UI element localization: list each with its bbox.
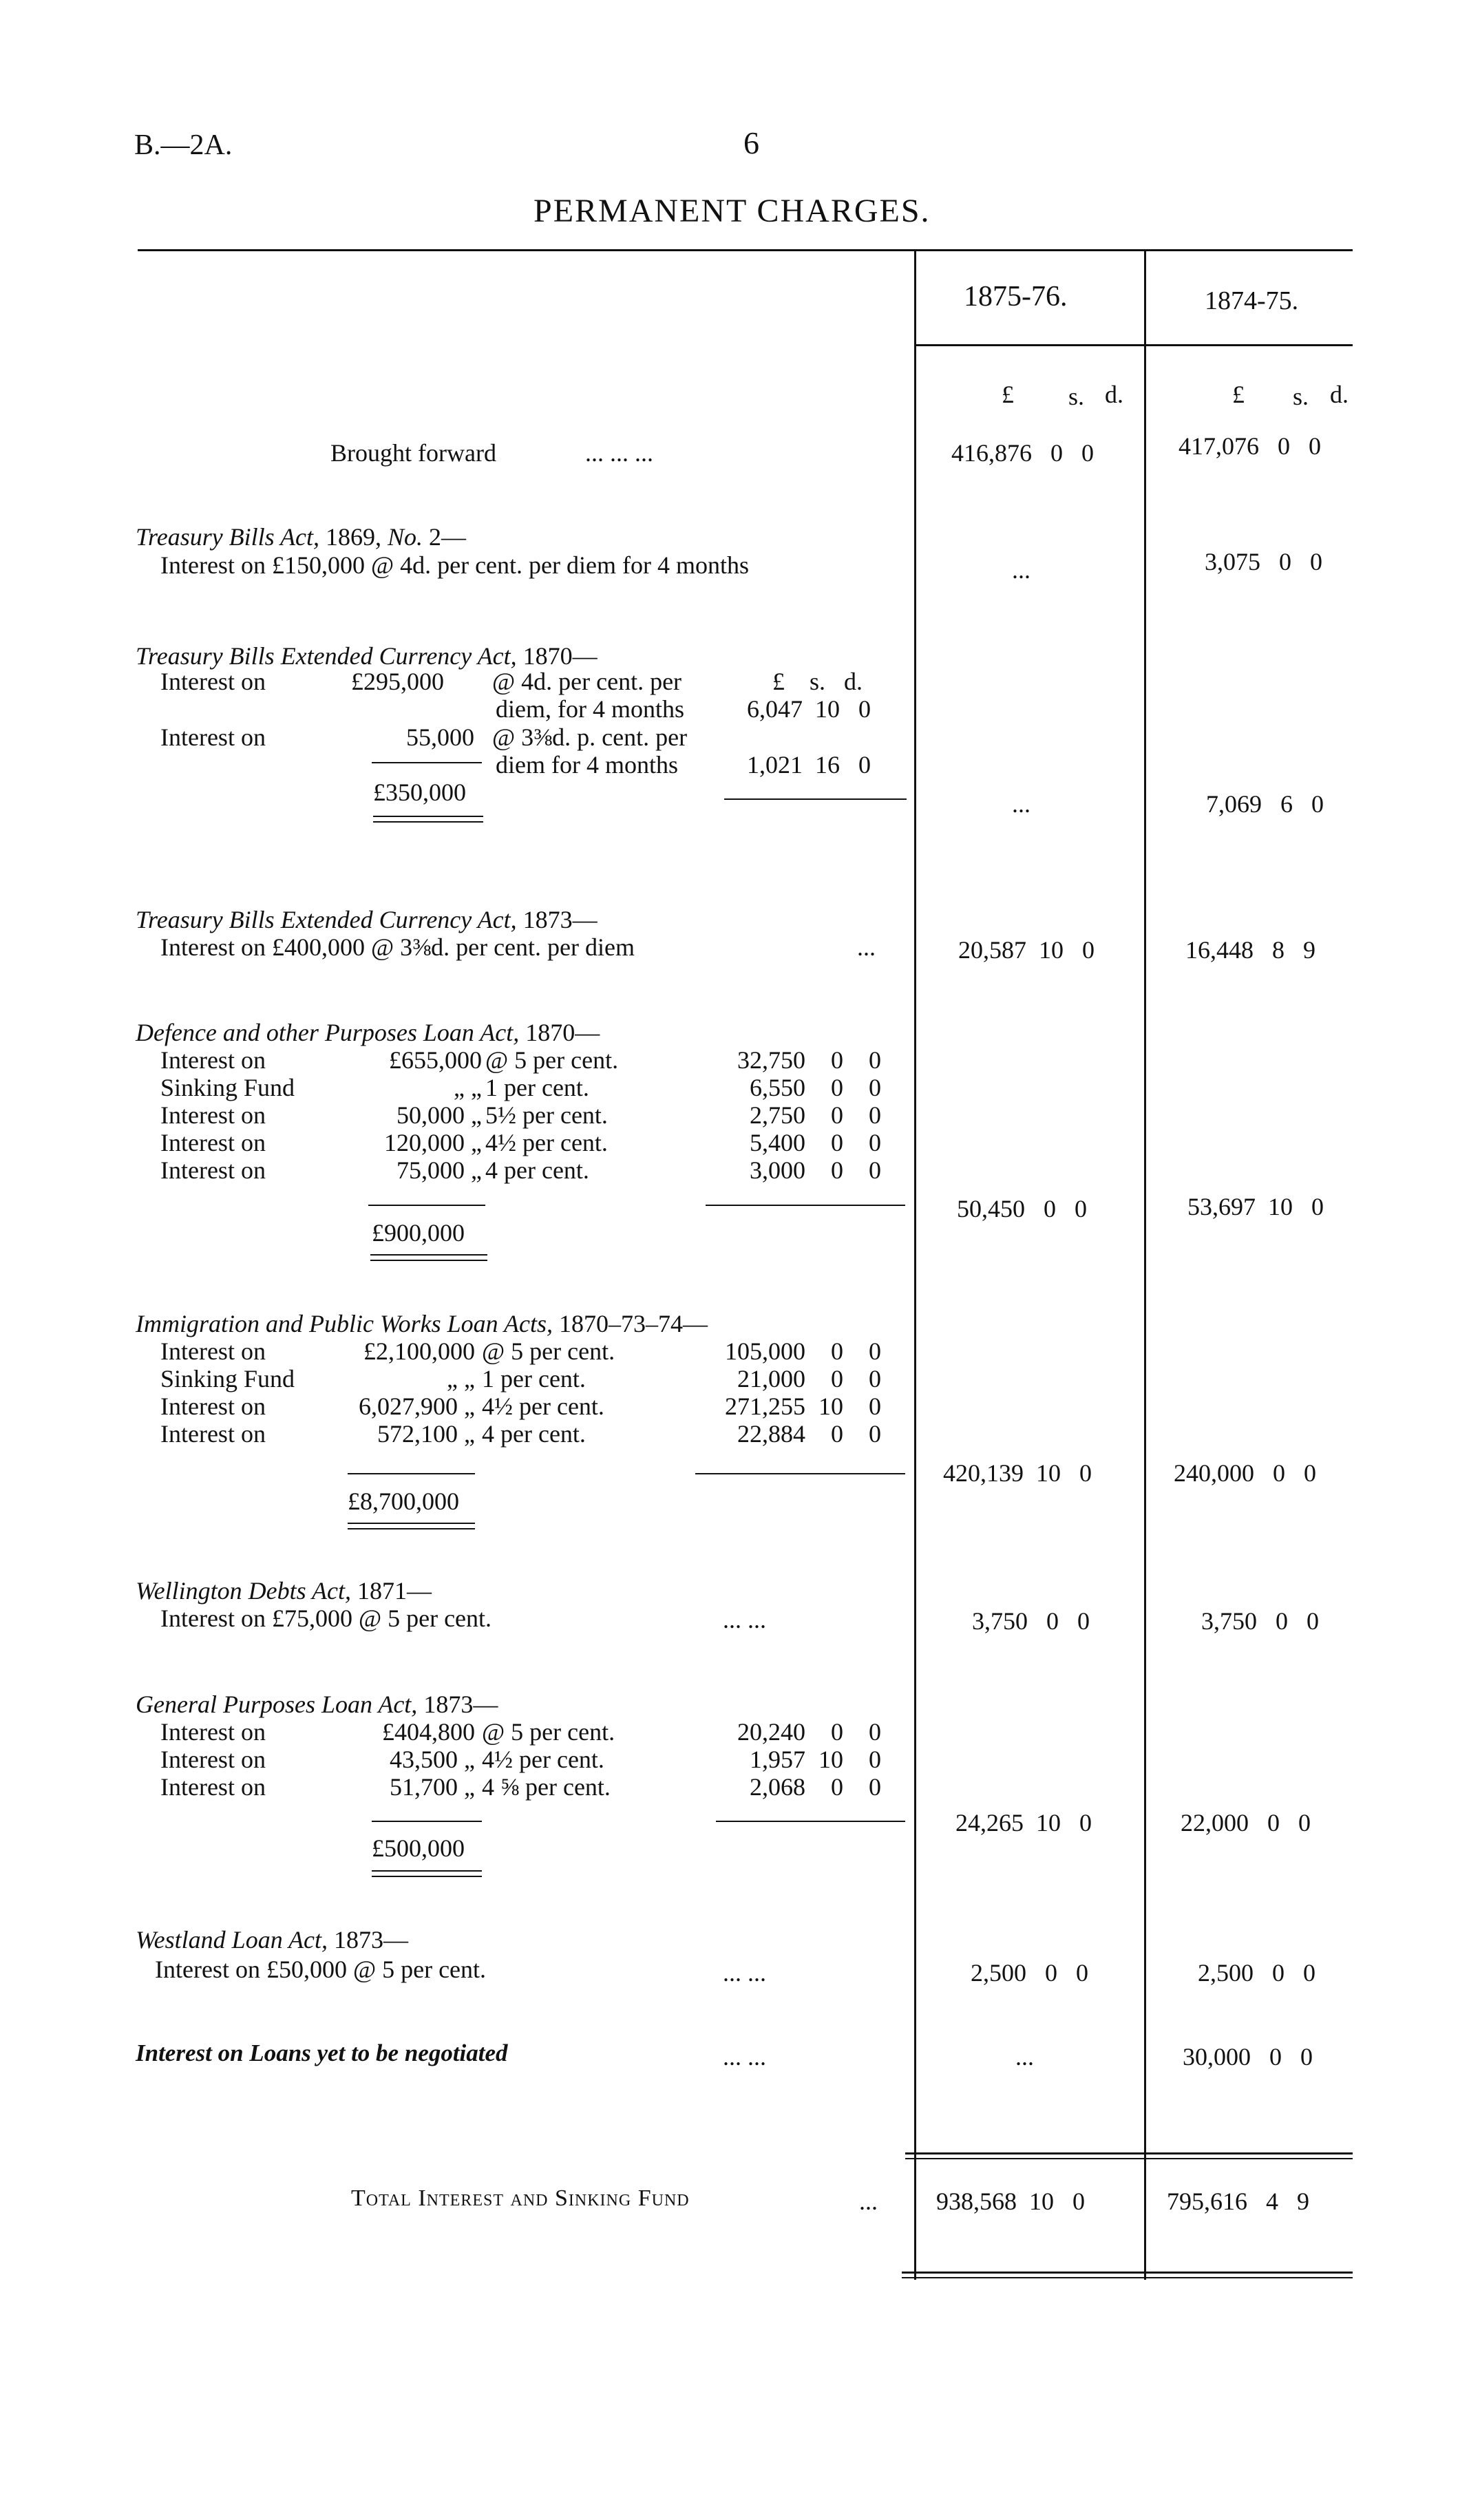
row-value-pounds: 5,400: [750, 1129, 805, 1156]
row-rate: 1 per cent.: [485, 1074, 589, 1101]
row-value-pounds: 32,750: [737, 1046, 805, 1074]
total-rule-top: [905, 2152, 1353, 2154]
leader-dots: ... ... ...: [585, 439, 653, 467]
treasury-1870-row2-rate: @ 3⅜d. p. cent. per: [492, 723, 688, 751]
shilling-header-1: s.: [1068, 383, 1085, 410]
top-rule: [138, 249, 1353, 251]
brought-forward-1874: 417,076 0 0: [1178, 432, 1321, 460]
general-purposes-total-amount: £500,000: [372, 1834, 465, 1862]
treasury-1870-row2-amount: 55,000: [406, 723, 474, 751]
row-value-shillings: 0: [831, 1420, 843, 1448]
row-rate: 4 ⅝ per cent.: [482, 1773, 611, 1801]
row-rate: 4 per cent.: [485, 1156, 589, 1184]
westland-interest-line: Interest on £50,000 @ 5 per cent.: [155, 1956, 487, 1983]
treasury-1870-row1-rate-cont: diem, for 4 months: [496, 695, 684, 723]
value-sum-rule: [695, 1473, 905, 1474]
document-reference: B.—2A.: [134, 129, 233, 161]
double-rule-bottom: [348, 1528, 475, 1529]
amount-sum-rule: [372, 762, 482, 763]
row-value-pence: 0: [869, 1773, 881, 1801]
column-divider-2: [1144, 249, 1146, 2280]
loans-negotiated-1874-value: 30,000 0 0: [1183, 2043, 1313, 2071]
value-sum-rule: [716, 1821, 905, 1822]
row-value-shillings: 10: [818, 1746, 843, 1773]
row-rate: 5½ per cent.: [485, 1101, 608, 1129]
total-label: Total Interest and Sinking Fund: [351, 2185, 690, 2211]
row-value-pence: 0: [869, 1101, 881, 1129]
wellington-1874-value: 3,750 0 0: [1201, 1607, 1319, 1635]
brought-forward-1875: 416,876 0 0: [951, 439, 1094, 467]
wellington-interest-line: Interest on £75,000 @ 5 per cent.: [160, 1605, 492, 1632]
row-rate: @ 5 per cent.: [482, 1337, 615, 1365]
section-title-general-purposes-loan: General Purposes Loan Act, 1873—: [136, 1691, 498, 1718]
double-rule-bottom: [370, 1260, 487, 1261]
brought-forward-label: Brought forward: [330, 439, 496, 467]
row-value-shillings: 0: [831, 1101, 843, 1129]
total-1875-value: 938,568 10 0: [936, 2188, 1085, 2215]
leader-dots: ...: [859, 2188, 878, 2215]
leader-dots: ... ...: [723, 1959, 766, 1987]
row-value-pence: 0: [869, 1046, 881, 1074]
treasury-1870-row2-label: Interest on: [160, 723, 266, 751]
treasury-1870-row1-label: Interest on: [160, 668, 266, 695]
row-value-pence: 0: [869, 1337, 881, 1365]
column-header-1875-76: 1875-76.: [964, 281, 1068, 313]
pound-header-1: £: [1002, 381, 1014, 408]
page-title: PERMANENT CHARGES.: [533, 193, 931, 229]
row-value-pounds: 3,000: [750, 1156, 805, 1184]
row-label: Sinking Fund: [160, 1074, 295, 1101]
row-amount: 50,000 „: [397, 1101, 482, 1129]
treasury-1870-row2-value: 1,021 16 0: [747, 751, 871, 779]
subtotal-header: £ s. d.: [772, 668, 863, 695]
immigration-loan-1874-value: 240,000 0 0: [1174, 1459, 1316, 1487]
row-amount: £404,800: [382, 1718, 475, 1746]
column-header-rule: [914, 344, 1353, 346]
treasury-1873-1874-value: 16,448 8 9: [1185, 936, 1315, 964]
section-title-immigration-loan: Immigration and Public Works Loan Acts, 1870–73–74—: [136, 1310, 708, 1337]
treasury-1870-row1-rate: @ 4d. per cent. per: [492, 668, 682, 695]
column-divider-1: [914, 249, 916, 2280]
row-value-shillings: 0: [831, 1074, 843, 1101]
westland-1875-value: 2,500 0 0: [971, 1959, 1088, 1987]
amount-sum-rule: [372, 1821, 482, 1822]
row-value-shillings: 0: [831, 1773, 843, 1801]
row-value-shillings: 0: [831, 1156, 843, 1184]
treasury-1869-1875-value: ...: [1012, 556, 1030, 584]
double-rule-top: [372, 1870, 482, 1872]
row-label: Sinking Fund: [160, 1365, 295, 1393]
pence-header-1: d.: [1105, 381, 1123, 408]
row-label: Interest on: [160, 1156, 266, 1184]
row-value-pence: 0: [869, 1420, 881, 1448]
value-sum-rule: [706, 1205, 905, 1206]
row-rate: 4½ per cent.: [485, 1129, 608, 1156]
treasury-1870-total-amount: £350,000: [373, 779, 466, 806]
row-rate: @ 5 per cent.: [485, 1046, 619, 1074]
defence-loan-1875-value: 50,450 0 0: [957, 1195, 1087, 1222]
row-label: Interest on: [160, 1393, 266, 1420]
row-label: Interest on: [160, 1773, 266, 1801]
row-label: Interest on: [160, 1718, 266, 1746]
row-amount: „ „: [454, 1074, 482, 1101]
row-amount: 51,700 „: [390, 1773, 475, 1801]
section-title-defence-loan-1870: Defence and other Purposes Loan Act, 1870—: [136, 1019, 600, 1046]
treasury-1873-1875-value: 20,587 10 0: [958, 936, 1095, 964]
row-amount: 43,500 „: [390, 1746, 475, 1773]
row-value-pence: 0: [869, 1746, 881, 1773]
row-amount: £2,100,000: [363, 1337, 475, 1365]
row-rate: 1 per cent.: [482, 1365, 586, 1393]
double-rule-top: [348, 1523, 475, 1524]
row-value-pounds: 105,000: [725, 1337, 805, 1365]
treasury-1870-row1-amount: £295,000: [351, 668, 444, 695]
row-value-shillings: 0: [831, 1046, 843, 1074]
westland-1874-value: 2,500 0 0: [1198, 1959, 1315, 1987]
row-value-pounds: 271,255: [725, 1393, 805, 1420]
double-rule-bottom: [373, 821, 483, 823]
row-value-pounds: 20,240: [737, 1718, 805, 1746]
treasury-1870-1875-value: ...: [1012, 790, 1030, 818]
treasury-1870-row1-value: 6,047 10 0: [747, 695, 871, 723]
row-rate: 4 per cent.: [482, 1420, 586, 1448]
row-label: Interest on: [160, 1101, 266, 1129]
row-rate: @ 5 per cent.: [482, 1718, 615, 1746]
row-amount: „ „: [447, 1365, 475, 1393]
row-label: Interest on: [160, 1046, 266, 1074]
treasury-1869-1874-value: 3,075 0 0: [1205, 548, 1322, 575]
double-rule-bottom: [372, 1876, 482, 1877]
treasury-1870-row2-rate-cont: diem for 4 months: [496, 751, 678, 779]
section-title-wellington-debts: Wellington Debts Act, 1871—: [136, 1577, 432, 1605]
row-value-shillings: 10: [818, 1393, 843, 1420]
leader-dots: ... ...: [723, 1606, 766, 1633]
pence-header-2: d.: [1330, 381, 1349, 408]
wellington-1875-value: 3,750 0 0: [972, 1607, 1090, 1635]
row-amount: 120,000 „: [384, 1129, 482, 1156]
pound-header-2: £: [1232, 381, 1245, 408]
amount-sum-rule: [348, 1473, 475, 1474]
immigration-loan-1875-value: 420,139 10 0: [943, 1459, 1092, 1487]
row-value-pence: 0: [869, 1718, 881, 1746]
total-rule-bottom: [902, 2272, 1353, 2274]
row-label: Interest on: [160, 1746, 266, 1773]
row-value-shillings: 0: [831, 1337, 843, 1365]
row-label: Interest on: [160, 1129, 266, 1156]
row-value-shillings: 0: [831, 1129, 843, 1156]
row-label: Interest on: [160, 1420, 266, 1448]
row-rate: 4½ per cent.: [482, 1746, 604, 1773]
row-value-shillings: 0: [831, 1718, 843, 1746]
row-label: Interest on: [160, 1337, 266, 1365]
double-rule-top: [373, 816, 483, 817]
treasury-1873-interest-line: Interest on £400,000 @ 3⅜d. per cent. per diem: [160, 933, 635, 961]
leader-dots: ...: [857, 933, 876, 961]
row-amount: £655,000: [389, 1046, 482, 1074]
column-header-1874-75: 1874-75.: [1205, 286, 1299, 315]
section-title-treasury-bills-1869: Treasury Bills Act, 1869, No. 2—: [136, 523, 467, 551]
general-purposes-1874-value: 22,000 0 0: [1181, 1809, 1311, 1836]
treasury-1869-interest-line: Interest on £150,000 @ 4d. per cent. per diem for 4 months: [160, 551, 749, 579]
row-rate: 4½ per cent.: [482, 1393, 604, 1420]
shilling-header-2: s.: [1293, 383, 1309, 410]
row-value-pence: 0: [869, 1074, 881, 1101]
general-purposes-1875-value: 24,265 10 0: [955, 1809, 1092, 1836]
immigration-loan-total-amount: £8,700,000: [348, 1487, 459, 1515]
row-value-pounds: 21,000: [737, 1365, 805, 1393]
row-value-shillings: 0: [831, 1365, 843, 1393]
defence-loan-total-amount: £900,000: [372, 1219, 465, 1247]
row-value-pounds: 6,550: [750, 1074, 805, 1101]
page-number: 6: [743, 125, 759, 160]
row-value-pounds: 22,884: [737, 1420, 805, 1448]
amount-sum-rule: [368, 1205, 485, 1206]
loans-negotiated-1875-value: ...: [1015, 2043, 1034, 2071]
row-value-pence: 0: [869, 1129, 881, 1156]
row-value-pence: 0: [869, 1156, 881, 1184]
total-1874-value: 795,616 4 9: [1167, 2188, 1309, 2215]
row-amount: 572,100 „: [377, 1420, 475, 1448]
row-value-pounds: 2,068: [750, 1773, 805, 1801]
total-rule-top-2: [905, 2158, 1353, 2159]
section-title-treasury-extended-1870: Treasury Bills Extended Currency Act, 1870—: [136, 642, 598, 670]
leader-dots: ... ...: [723, 2043, 766, 2071]
defence-loan-1874-value: 53,697 10 0: [1187, 1193, 1324, 1220]
row-value-pounds: 1,957: [750, 1746, 805, 1773]
double-rule-top: [370, 1254, 487, 1256]
row-value-pence: 0: [869, 1365, 881, 1393]
treasury-1870-1874-value: 7,069 6 0: [1206, 790, 1324, 818]
row-amount: 75,000 „: [397, 1156, 482, 1184]
row-amount: 6,027,900 „: [359, 1393, 475, 1420]
loans-yet-to-be-negotiated-label: Interest on Loans yet to be negotiated: [136, 2040, 508, 2066]
row-value-pence: 0: [869, 1393, 881, 1420]
row-value-pounds: 2,750: [750, 1101, 805, 1129]
value-sum-rule: [724, 798, 907, 800]
section-title-westland-loan: Westland Loan Act, 1873—: [136, 1926, 409, 1953]
total-rule-bottom-2: [902, 2277, 1353, 2278]
section-title-treasury-extended-1873: Treasury Bills Extended Currency Act, 1873—: [136, 906, 598, 933]
